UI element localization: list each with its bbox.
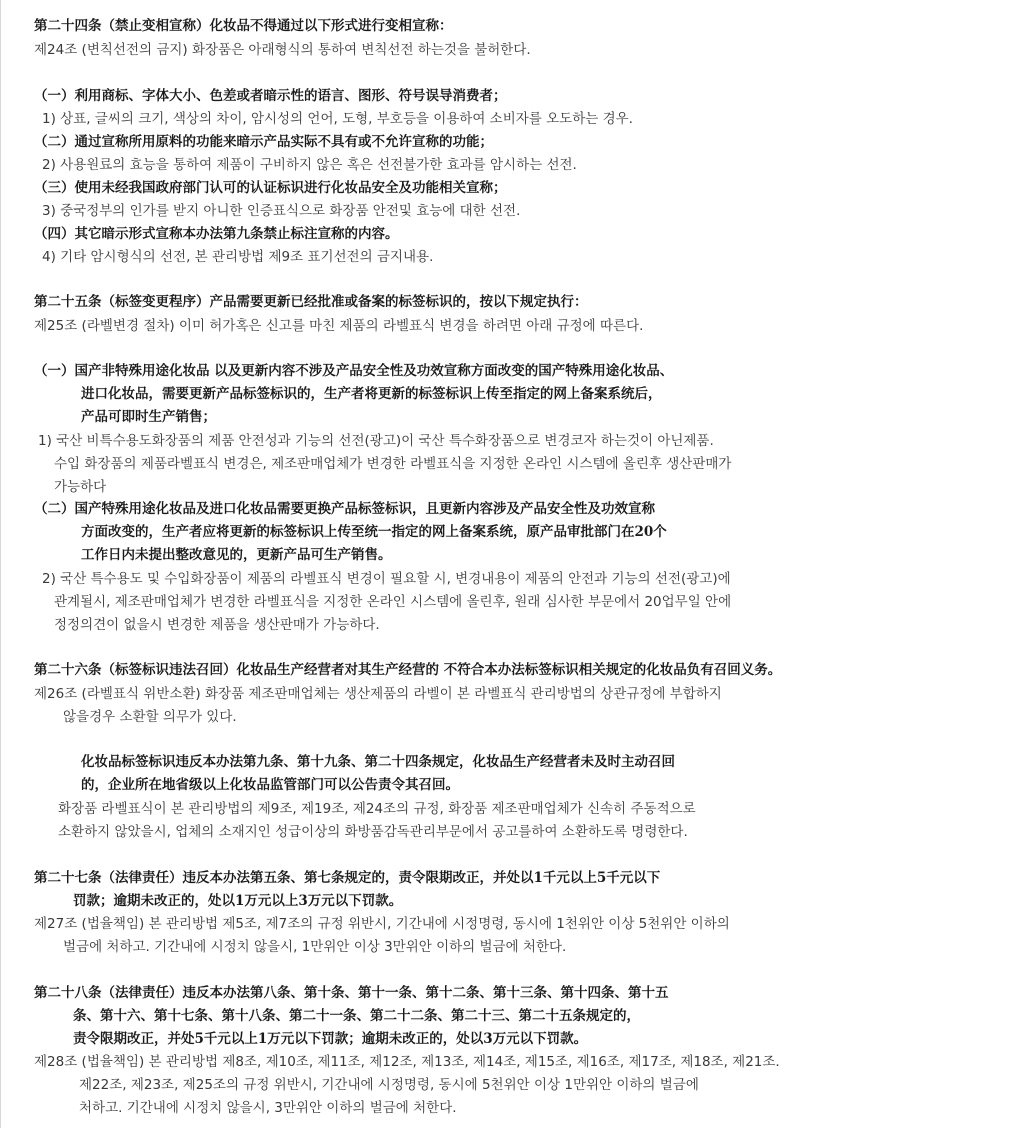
article-27-ko-line1: 제27조 (법율책임) 본 관리방법 제5조, 제7조의 규정 위반시, 기간내에 시정명령, 동시에 1천위안 이상 5천위안 이하의 [34,916,730,932]
document-page [1,0,1016,1128]
article-25-item2-zh-line1: （二）国产特殊用途化妆品及进口化妆品需要更换产品标签标识，且更新内容涉及产品安全性及功效宣称 [34,501,655,517]
article-28-zh-line2: 条、第十六、第十七条、第十八条、第二十一条、第二十二条、第二十三、第二十五条规定的， [73,1008,640,1024]
article-24-item2-zh: （二）通过宣称所用原料的功能来暗示产品实际不具有或不允许宣称的功能； [34,134,493,150]
article-26-title-ko-line1: 제26조 (라벨표식 위반소환) 화장품 제조판매업체는 생산제품의 라벨이 본 라벨표식 관리방법의 상관규정에 부합하지 [34,686,722,702]
article-28-zh-line1: 第二十八条（法律责任）违反本办法第八条、第十条、第十一条、第十二条、第十三条、第十四条、第十五 [34,985,669,1001]
article-28-zh-line3: 责令限期改正，并处5千元以上1万元以下罚款；逾期未改正的，处以3万元以下罚款。 [73,1031,588,1047]
article-26-para-ko-line2: 소환하지 않았을시, 업체의 소재지인 성급이상의 화방품감독관리부문에서 공고를하여 소환하도록 명령한다. [58,824,688,840]
article-24-item3-zh: （三）使用未经我国政府部门认可的认证标识进行化妆品安全及功能相关宣称； [34,180,507,196]
article-24-item4-zh: （四）其它暗示形式宣称本办法第九条禁止标注宣称的内容。 [34,226,399,242]
article-24-title-ko: 제24조 (변칙선전의 금지) 화장품은 아래형식의 통하여 변칙선전 하는것을 불허한다. [34,42,531,58]
article-25-title-zh: 第二十五条（标签变更程序）产品需要更新已经批准或备案的标签标识的，按以下规定执行： [34,294,588,310]
article-25-item2-zh-line2: 方面改变的，生产者应将更新的标签标识上传至统一指定的网上备案系统，原产品审批部门在20个 [81,524,667,540]
article-27-ko-line2: 벌금에 처하고. 기간내에 시정치 않을시, 1만위안 이상 3만위안 이하의 벌금에 처한다. [63,939,567,955]
article-27-zh-line1: 第二十七条（法律责任）违反本办法第五条、第七条规定的，责令限期改正，并处以1千元以上5千元以下 [34,870,661,886]
article-26-para-ko-line1: 화장품 라벨표식이 본 관리방법의 제9조, 제19조, 제24조의 규정, 화장품 제조판매업체가 신속히 주동적으로 [58,801,696,817]
article-25-item1-ko-line2: 수입 화장품의 제품라벨표식 변경은, 제조판매업체가 변경한 라벨표식을 지정한 온라인 시스템에 올린후 생산판매가 [54,456,732,472]
article-25-title-ko: 제25조 (라벨변경 절차) 이미 허가혹은 신고를 마친 제품의 라벨표식 변경을 하려면 아래 규정에 따른다. [34,318,644,334]
article-24-item1-ko: 1) 상표, 글씨의 크기, 색상의 차이, 암시성의 언어, 도형, 부호등을 이용하여 소비자를 오도하는 경우. [42,111,633,127]
article-24-item4-ko: 4) 기타 암시형식의 선전, 본 관리방법 제9조 표기선전의 금지내용. [42,249,434,265]
article-25-item2-ko-line2: 관계될시, 제조판매업체가 변경한 라벨표식을 지정한 온라인 시스템에 올린후, 원래 심사한 부문에서 20업무일 안에 [54,594,732,610]
article-24-item1-zh: （一）利用商标、字体大小、色差或者暗示性的语言、图形、符号误导消费者； [34,88,507,104]
article-25-item1-ko-line3: 가능하다 [54,479,107,495]
article-24-item2-ko: 2) 사용원료의 효능을 통하여 제품이 구비하지 않은 혹은 선전불가한 효과를 암시하는 선전. [42,157,577,173]
article-26-para-zh-line1: 化妆品标签标识违反本办法第九条、第十九条、第二十四条规定，化妆品生产经营者未及时主动召回 [81,754,675,770]
article-25-item2-ko-line1: 2) 국산 특수용도 및 수입화장품이 제품의 라벨표식 변경이 필요할 시, 변경내용이 제품의 안전과 기능의 선전(광고)에 [42,571,731,587]
article-25-item1-zh-line1: （一）国产非特殊用途化妆品 以及更新内容不涉及产品安全性及功效宣称方面改变的国产特殊用途化妆品、 [34,363,674,379]
article-25-item1-ko-line1: 1) 국산 비특수용도화장품의 제품 안전성과 기능의 선전(광고)이 국산 특수화장품으로 변경코자 하는것이 아닌제품. [38,433,714,449]
article-24-title-zh: 第二十四条（禁止变相宣称）化妆品不得通过以下形式进行变相宣称： [34,18,453,34]
article-25-item2-ko-line3: 정정의견이 없을시 변경한 제품을 생산판매가 가능하다. [54,617,380,633]
article-28-ko-line3: 처하고. 기간내에 시정치 않을시, 3만위안 이하의 벌금에 처한다. [79,1100,457,1116]
article-26-para-zh-line2: 的，企业所在地省级以上化妆品监管部门可以公告责令其召回。 [81,777,459,793]
article-26-title-ko-line2: 않을경우 소환할 의무가 있다. [63,709,237,725]
article-28-ko-line1: 제28조 (법율책임) 본 관리방법 제8조, 제10조, 제11조, 제12조, 제13조, 제14조, 제15조, 제16조, 제17조, 제18조, 제21조. [34,1054,780,1070]
article-27-zh-line2: 罚款；逾期未改正的，处以1万元以上3万元以下罚款。 [73,893,403,909]
article-26-title-zh: 第二十六条（标签标识违法召回）化妆品生产经营者对其生产经营的 不符合本办法标签标识相关规定的化妆品负有召回义务。 [34,662,782,678]
article-25-item2-zh-line3: 工作日内未提出整改意见的，更新产品可生产销售。 [81,547,392,563]
article-25-item1-zh-line3: 产品可即时生产销售； [81,409,216,425]
article-25-item1-zh-line2: 进口化妆品，需要更新产品标签标识的，生产者将更新的标签标识上传至指定的网上备案系统后， [81,386,662,402]
article-28-ko-line2: 제22조, 제23조, 제25조의 규정 위반시, 기간내에 시정명령, 동시에 5천위안 이상 1만위안 이하의 벌금에 [79,1077,699,1093]
article-24-item3-ko: 3) 중국정부의 인가를 받지 아니한 인증표식으로 화장품 안전및 효능에 대한 선전. [42,203,521,219]
